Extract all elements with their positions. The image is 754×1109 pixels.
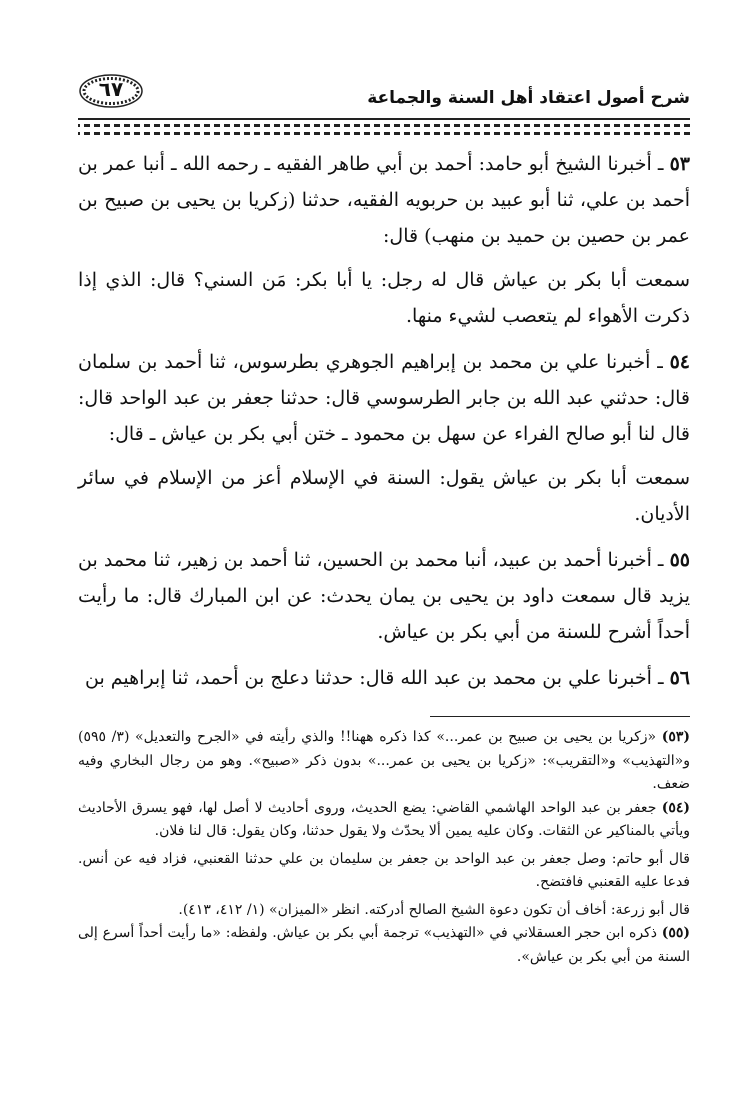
footnote-55 — [78, 922, 690, 969]
footnote-53 — [78, 726, 690, 797]
entry-55 — [78, 542, 690, 650]
page-number-badge — [78, 72, 144, 110]
footnote-separator — [430, 716, 690, 717]
main-text — [78, 146, 690, 696]
entry-number: ٥٣ — [669, 153, 690, 175]
footnote-number: (٥٥) — [661, 925, 691, 941]
entry-text: ـ أخبرنا علي بن محمد بن إبراهيم الجوهري بطرسوس، ثنا أحمد بن سلمان قال: حدثني عبد الله بن جابر الطرسوسي قال: حدثنا جعفر بن عبد الواحد قال: قال لنا أبو صالح الفراء عن سهل بن محمود ـ ختن أبي بكر بن عياش ـ قال: — [78, 351, 690, 445]
entry-text: ـ أخبرنا أحمد بن عبيد، أنبا محمد بن الحسين، ثنا أحمد بن زهير، ثنا محمد بن يزيد قال سمعت داود بن يحيى بن يمان يحدث: عن ابن المبارك قال: ما رأيت أحداً أشرح للسنة من أبي بكر بن عياش. — [78, 549, 690, 643]
entry-text: ـ أخبرنا الشيخ أبو حامد: أحمد بن أبي طاهر الفقيه ـ رحمه الله ـ أنبا عمر بن أحمد بن علي، ثنا أبو عبيد بن حربويه الفقيه، حدثنا (زكريا بن يحيى بن صبيح بن عمر بن حصين بن حميد بن منهب) قال: — [78, 153, 690, 247]
page-number: ٦٧ — [98, 77, 124, 101]
footnote-text: ذكره ابن حجر العسقلاني في «التهذيب» ترجمة أبي بكر بن عياش. ولفظه: «ما رأيت أحداً أسرع إلى السنة من أبي بكر بن عياش». — [78, 925, 690, 965]
entry-53-quote: سمعت أبا بكر بن عياش قال له رجل: يا أبا بكر: مَن السني؟ قال: الذي إذا ذكرت الأهواء لم يتعصب لشيء منها. — [78, 269, 690, 327]
entry-53 — [78, 146, 690, 254]
footnote-54-paragraph: قال أبو زرعة: أخاف أن تكون دعوة الشيخ الصالح أدركته. انظر «الميزان» (١/ ٤١٢، ٤١٣). — [178, 901, 690, 918]
entry-number: ٥٥ — [669, 549, 690, 571]
entry-54 — [78, 344, 690, 452]
footnote-number: (٥٤) — [661, 799, 690, 816]
footnote-text: «زكريا بن يحيى بن صبيح بن عمر...» كذا ذكره ههنا!! والذي رأيته في «الجرح والتعديل» (٣/ ٥٩٥) و«التهذيب» و«التقريب»: «زكريا بن يحيى بن عمر...» بدون ذكر «صبيح». وهو من رجال البخاري وفيه ضعف. — [78, 729, 690, 792]
footnote-text: جعفر بن عبد الواحد الهاشمي القاضي: يضع الحديث، وروى أحاديث لا أصل لها، فهو يسرق الأحاديث ويأتي بالمناكير عن الثقات. وكان عليه يمين ألا يحدّث ولا يقول حدثنا، وكان يقول: قال لنا فلان. — [78, 799, 690, 839]
entry-54-quote: سمعت أبا بكر بن عياش يقول: السنة في الإسلام أعز من الإسلام في سائر الأديان. — [78, 467, 690, 525]
entry-56 — [78, 660, 690, 696]
entry-number: ٥٤ — [669, 351, 691, 373]
page-header — [78, 70, 690, 114]
footnote-54 — [78, 797, 690, 844]
footnotes — [78, 726, 690, 969]
footnote-number: (٥٣) — [661, 729, 691, 745]
header-rule — [78, 118, 690, 128]
entry-text: ـ أخبرنا علي بن محمد بن عبد الله قال: حدثنا دعلج بن أحمد، ثنا إبراهيم بن — [84, 667, 664, 689]
header-dashed-rule — [78, 132, 690, 135]
entry-number: ٥٦ — [669, 667, 690, 689]
running-title: شرح أصول اعتقاد أهل السنة والجماعة — [367, 88, 690, 108]
footnote-54-paragraph: قال أبو حاتم: وصل جعفر بن عبد الواحد بن جعفر بن سليمان بن علي حدثنا القعنبي، فزاد فيه عن أنس. فدعا عليه القعنبي فافتضح. — [78, 850, 690, 890]
